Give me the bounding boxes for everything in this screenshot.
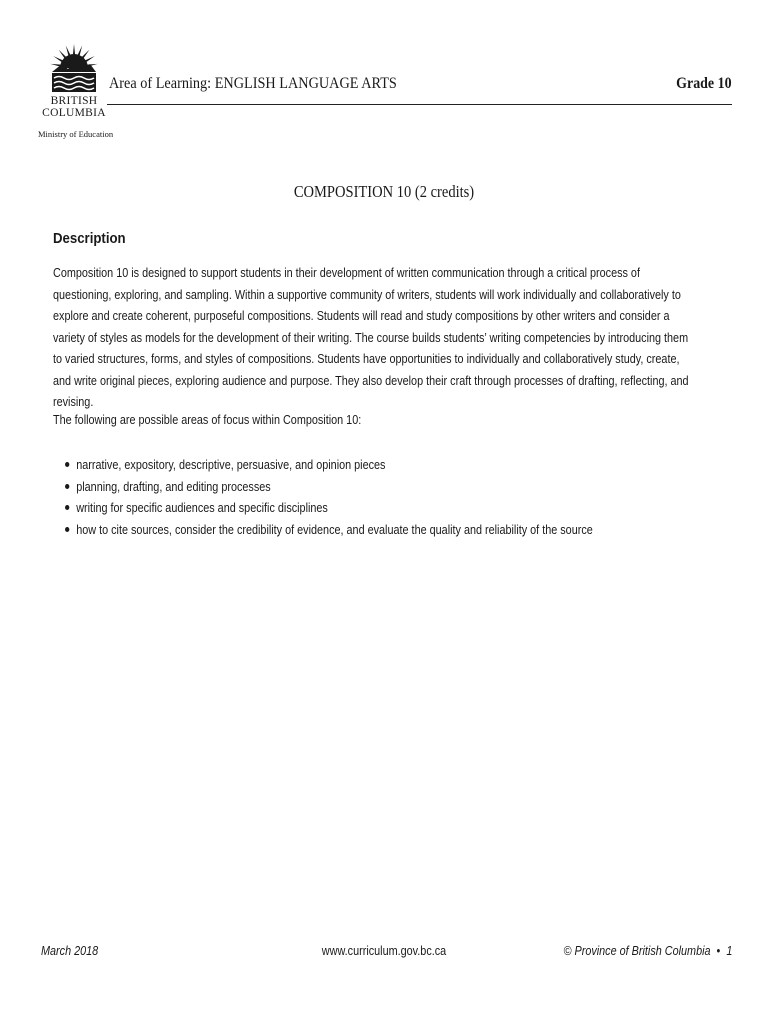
header-divider — [107, 104, 732, 105]
footer-date: March 2018 — [41, 944, 99, 958]
footer-separator: • — [716, 944, 720, 958]
bullet-icon — [65, 527, 69, 532]
course-title: COMPOSITION 10 (2 credits) — [293, 182, 475, 201]
focus-areas-list — [53, 455, 593, 541]
logo-text-british: BRITISH — [50, 95, 98, 107]
list-item — [53, 455, 593, 477]
footer-copyright — [563, 944, 732, 958]
page-number: 1 — [725, 944, 732, 958]
bullet-icon — [65, 484, 69, 489]
bc-sun-crest-icon — [50, 42, 98, 94]
bullet-icon — [65, 505, 69, 510]
area-of-learning-title: Area of Learning: ENGLISH LANGUAGE ARTS — [109, 75, 397, 92]
bc-logo — [38, 42, 114, 146]
focus-intro-text: The following are possible areas of focus within Composition 10: — [53, 413, 362, 427]
focus-item-text: writing for specific audiences and specific disciplines — [76, 501, 328, 515]
focus-item-text: how to cite sources, consider the credibility of evidence, and evaluate the quality and reliability of the source — [76, 522, 593, 537]
description-heading: Description — [53, 230, 126, 247]
logo-ministry-text: Ministry of Education — [38, 129, 114, 139]
focus-item-text: narrative, expository, descriptive, persuasive, and opinion pieces — [76, 458, 386, 472]
bullet-icon — [65, 462, 69, 467]
focus-item-text: planning, drafting, and editing processes — [76, 479, 271, 494]
logo-text-columbia: COLUMBIA — [42, 107, 106, 119]
description-paragraph: Composition 10 is designed to support students in their development of written communication through a critical process of questioning, exploring, and sampling. Within a supportive community of writers, students will work individually and collaboratively to explore and create coherent, purposeful compositions. Students will read and study compositions by other writers and consider a variety of styles as models for the development of their writing. The course builds students’ writing competencies by introducing them to varied structures, forms, and styles of compositions. Students have opportunities to individually and collaboratively study, create, and write original pieces, exploring audience and purpose. They also develop their craft through processes of drafting, reflecting, and revising. — [53, 266, 689, 409]
copyright-text: © Province of British Columbia — [563, 944, 711, 958]
list-item — [53, 520, 593, 542]
list-item — [53, 477, 593, 499]
grade-label: Grade 10 — [676, 75, 732, 92]
list-item — [53, 498, 593, 520]
footer-url-link[interactable]: www.curriculum.gov.bc.ca — [321, 944, 447, 958]
